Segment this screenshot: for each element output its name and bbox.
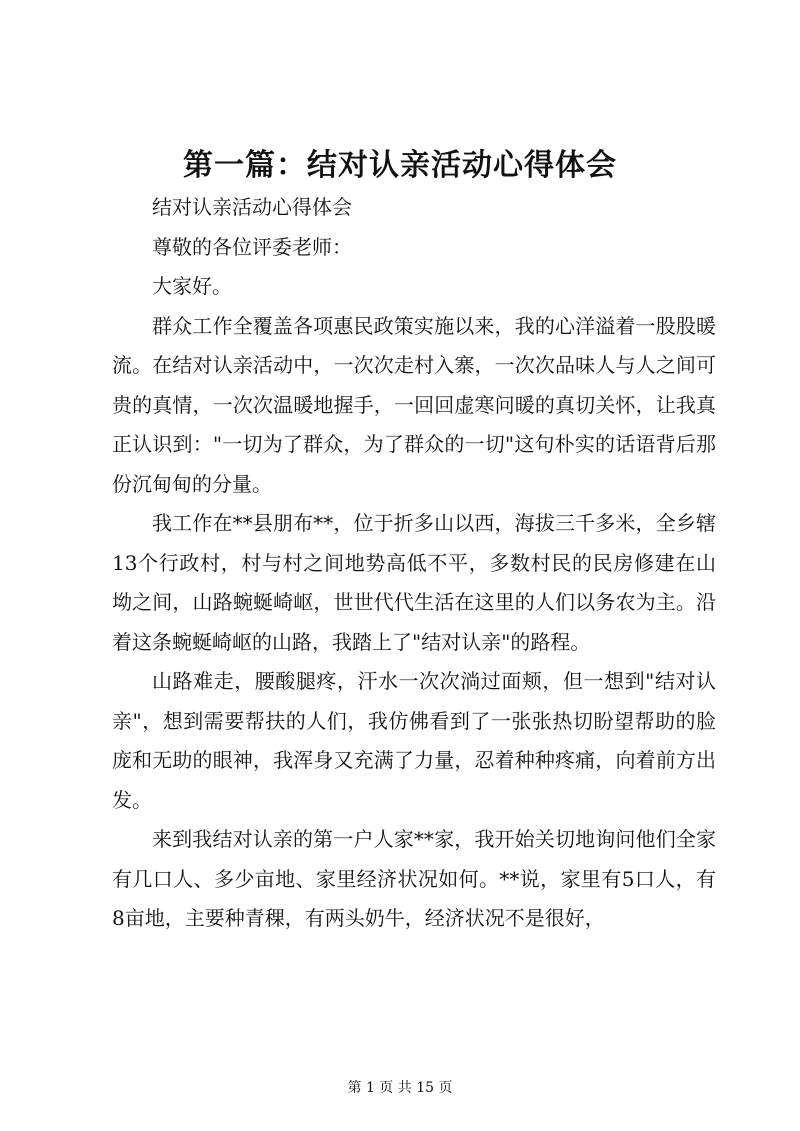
paragraph: 来到我结对认亲的第一户人家**家，我开始关切地询问他们全家有几口人、多少亩地、家里经济状况如何。**说，家里有5口人，有8亩地，主要种青稞，有两头奶牛，经济状况不是很好， <box>112 827 716 930</box>
paragraph: 尊敬的各位评委老师： <box>152 234 352 259</box>
page-number-footer: 第 1 页 共 15 页 <box>347 1080 453 1096</box>
paragraph: 我工作在**县朋布**，位于折多山以西，海拔三千多米，全乡辖13个行政村，村与村之间地势高低不平，多数村民的民房修建在山坳之间，山路蜿蜒崎岖，世世代代生活在这里的人们以务农为主。沿着这条蜿蜒崎岖的山路，我踏上了"结对认亲"的路程。 <box>112 511 716 654</box>
paragraph: 大家好。 <box>152 274 232 298</box>
paragraph: 山路难走，腰酸腿疼，汗水一次次淌过面颊，但一想到"结对认亲"，想到需要帮扶的人们，我仿佛看到了一张张热切盼望帮助的脸庞和无助的眼神，我浑身又充满了力量，忍着种种疼痛，向着前方出发。 <box>112 669 716 812</box>
document-title: 第一篇：结对认亲活动心得体会 <box>183 148 617 183</box>
paragraph: 群众工作全覆盖各项惠民政策实施以来，我的心洋溢着一股股暖流。在结对认亲活动中，一次次走村入寨，一次次品味人与人之间可贵的真情，一次次温暖地握手，一回回虚寒问暖的真切关怀，让我真正认识到："一切为了群众，为了群众的一切"这句朴实的话语背后那份沉甸甸的分量。 <box>112 313 716 496</box>
paragraph: 结对认亲活动心得体会 <box>152 195 352 219</box>
document-body <box>112 188 716 939</box>
